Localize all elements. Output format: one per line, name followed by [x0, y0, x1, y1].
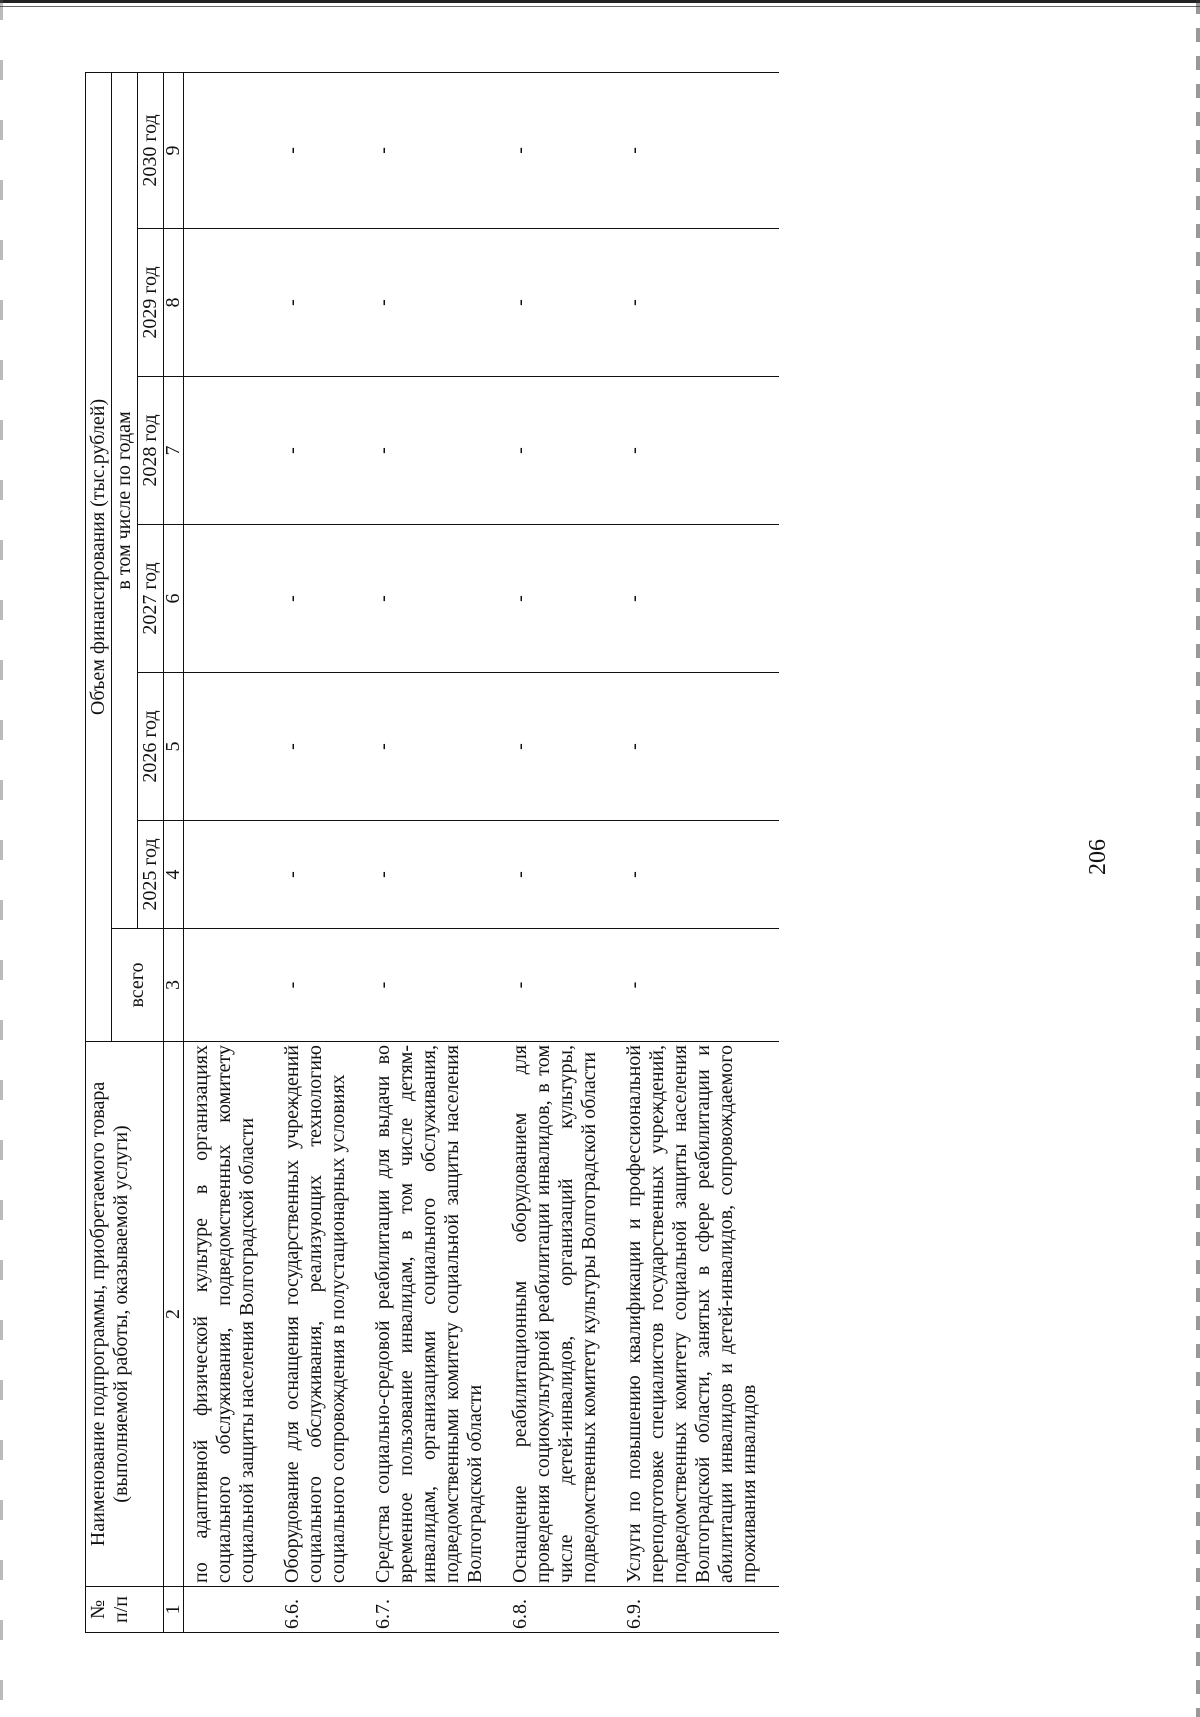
row-name: по адаптивной физической культуре в организациях социального обслуживания, подведомственных комитету социальной защиты населения Волгоградской области — [184, 1042, 278, 1587]
header-year-2026: 2026 год — [138, 673, 164, 821]
row-name: Оснащение реабилитационным оборудованием для проведения социокультурной реабилитации инвалидов, в том числе детей-инвалидов, организаций культуры, подведомственных комитету культуры Волгоградской области — [505, 1042, 619, 1587]
row-2026: - — [619, 673, 779, 821]
row-total: - — [505, 929, 619, 1042]
row-2027: - — [505, 525, 619, 673]
row-total: - — [619, 929, 779, 1042]
row-2028: - — [368, 377, 505, 525]
table-row — [184, 72, 278, 1632]
row-num: 6.6. — [277, 1587, 368, 1633]
col-number-5: 5 — [164, 673, 184, 821]
table-row — [368, 72, 505, 1632]
header-by-years: в том числе по годам — [112, 72, 138, 928]
header-year-2028: 2028 год — [138, 377, 164, 525]
col-number-4: 4 — [164, 821, 184, 929]
col-number-9: 9 — [164, 72, 184, 228]
row-2028: - — [277, 377, 368, 525]
row-2030: - — [505, 72, 619, 228]
row-2029 — [184, 229, 278, 377]
row-num: 6.8. — [505, 1587, 619, 1633]
row-2026 — [184, 673, 278, 821]
row-2027 — [184, 525, 278, 673]
row-total: - — [368, 929, 505, 1042]
row-2025: - — [505, 821, 619, 929]
row-num: 6.7. — [368, 1587, 505, 1633]
col-number-2: 2 — [164, 1042, 184, 1587]
col-number-8: 8 — [164, 229, 184, 377]
row-2026: - — [277, 673, 368, 821]
row-2025: - — [368, 821, 505, 929]
header-year-2027: 2027 год — [138, 525, 164, 673]
col-number-7: 7 — [164, 377, 184, 525]
row-2028 — [184, 377, 278, 525]
header-year-2029: 2029 год — [138, 229, 164, 377]
row-2030 — [184, 72, 278, 228]
col-number-3: 3 — [164, 929, 184, 1042]
row-num: 6.9. — [619, 1587, 779, 1633]
table-row — [619, 72, 779, 1632]
row-num — [184, 1587, 278, 1633]
row-2027: - — [277, 525, 368, 673]
row-2030: - — [368, 72, 505, 228]
row-2029: - — [277, 229, 368, 377]
page-number: 206 — [1085, 839, 1111, 875]
row-2025: - — [277, 821, 368, 929]
row-name: Оборудование для оснащения государственных учреждений социального обслуживания, реализующих технологию социального сопровождения в полустационарных условиях — [277, 1042, 368, 1587]
row-total — [184, 929, 278, 1042]
row-2025: - — [619, 821, 779, 929]
row-2027: - — [619, 525, 779, 673]
header-year-2025: 2025 год — [138, 821, 164, 929]
row-name: Услуги по повышению квалификации и профессиональной переподготовке специалистов государственных учреждений, подведомственных комитету социальной защиты населения Волгоградской области, занятых в сфере реабилитации и абилитации инвалидов и детей-инвалидов, сопровождаемого проживания инвалидов — [619, 1042, 779, 1587]
row-2028: - — [619, 377, 779, 525]
row-2029: - — [368, 229, 505, 377]
row-2025 — [184, 821, 278, 929]
row-2026: - — [368, 673, 505, 821]
row-name: Средства социально-средовой реабилитации для выдачи во временное пользование инвалидам, в том числе детям-инвалидам, организациями социального обслуживания, подведомственными комитету социальной защиты населения Волгоградской области — [368, 1042, 505, 1587]
row-2027: - — [368, 525, 505, 673]
row-2030: - — [277, 72, 368, 228]
financing-table — [85, 72, 779, 1633]
header-financing: Объем финансирования (тыс.рублей) — [86, 72, 112, 1041]
header-year-2030: 2030 год — [138, 72, 164, 228]
header-name: Наименование подпрограммы, приобретаемого товара (выполняемой работы, оказываемой услуги) — [86, 1042, 164, 1587]
row-total: - — [277, 929, 368, 1042]
header-total: всего — [112, 929, 164, 1042]
header-num: № п/п — [86, 1587, 164, 1633]
row-2029: - — [505, 229, 619, 377]
row-2028: - — [505, 377, 619, 525]
col-number-1: 1 — [164, 1587, 184, 1633]
row-2029: - — [619, 229, 779, 377]
table-row — [505, 72, 619, 1632]
table-row — [277, 72, 368, 1632]
row-2030: - — [619, 72, 779, 228]
col-number-6: 6 — [164, 525, 184, 673]
row-2026: - — [505, 673, 619, 821]
